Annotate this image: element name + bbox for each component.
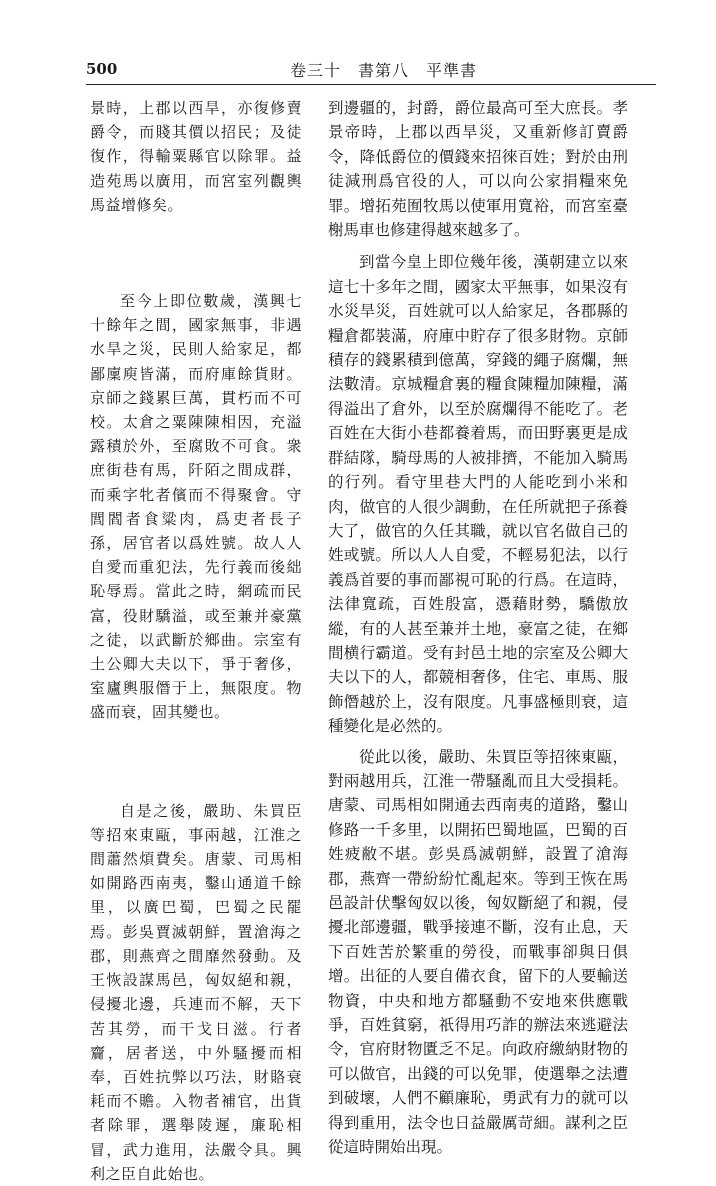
classical-paragraph-3: 自是之後，嚴助、朱買臣等招來東甌，事兩越，江淮之間蕭然煩費矣。唐蒙、司馬相如開路西南夷，鑿山通道千餘里，以廣巴蜀，巴蜀之民罷焉。彭吳賈滅朝鮮，置滄海之郡，則燕齊之間靡然發動。及王恢設謀馬邑，匈奴絕和親，侵擾北邊，兵連而不解，天下苦其勞，而干戈日滋。行者齎，居者送，中外騷擾而相奉，百姓抗弊以巧法，財賂衰耗而不贍。入物者補官，出貨者除罪，選舉陵遲，廉恥相冒，武力進用，法嚴令具。興利之臣自此始也。 bbox=[90, 801, 302, 1183]
page-header bbox=[0, 0, 716, 86]
classical-text-column bbox=[90, 96, 302, 1186]
classical-paragraph-2: 至今上即位數歲，漢興七十餘年之間，國家無事，非遇水旱之災，民則人給家足，都鄙廩庾皆滿，而府庫餘貨財。京師之錢累巨萬，貫朽而不可校。太倉之粟陳陳相因，充溢露積於外，至腐敗不可食。衆庶街巷有馬，阡陌之間成群，而乘字牝者儐而不得聚會。守閭閻者食粱肉，爲吏者長子孫，居官者以爲姓號。故人人自愛而重犯法，先行義而後絀恥辱焉。當此之時，網疏而民富，役財驕溢，或至兼并豪黨之徒，以武斷於鄉曲。宗室有土公卿大夫以下，爭于奢侈，室廬輿服僭于上，無限度。物盛而衰，固其變也。 bbox=[90, 292, 302, 722]
translation-paragraph-1: 到邊疆的，封爵，爵位最高可至大庶長。孝景帝時，上郡以西旱災，又重新修訂賣爵令，降低爵位的價錢來招徠百姓；對於由刑徒減刑爲官役的人，可以向公家捐糧來免罪。增拓苑囿牧馬以使軍用寬裕，而宮室臺榭馬車也修建得越來越多了。 bbox=[328, 99, 628, 240]
running-head: 卷三十 書第八 平準書 bbox=[290, 61, 478, 80]
translation-paragraph-2: 到當今皇上即位幾年後，漢朝建立以來這七十多年之間，國家太平無事，如果沒有水災旱災，百姓就可以人給家足，各郡縣的糧倉都裝滿，府庫中貯存了很多財物。京師積存的錢累積到億萬，穿錢的繩子腐爛，無法數清。京城糧倉裏的糧食陳糧加陳糧，滿得溢出了倉外，以至於腐爛得不能吃了。老百姓在大街小巷都養着馬，而田野裏更是成群結隊，騎母馬的人被排擠，不能加入騎馬的行列。看守里巷大門的人能吃到小米和肉，做官的人很少調動，在任所就把子孫養大了，做官的久任其職，就以官名做自己的姓或號。所以人人自愛，不輕易犯法，以行義爲首要的事而鄙視可恥的行爲。在這時，法律寬疏，百姓殷富，憑藉財勢，驕傲放縱，有的人甚至兼并土地，豪富之徒，在鄉間横行霸道。受有封邑土地的宗室及公卿大夫以下的人，都競相奢侈，住宅、車馬、服飾僭越於上，沒有限度。凡事盛極則衰，這種變化是必然的。 bbox=[328, 253, 628, 736]
page-number: 500 bbox=[86, 60, 118, 78]
translation-paragraph-3: 從此以後，嚴助、朱買臣等招徠東甌，對兩越用兵，江淮一帶騷亂而且大受損耗。唐蒙、司馬相如開通去西南夷的道路，鑿山修路一千多里，以開拓巴蜀地區，巴蜀的百姓疲敝不堪。彭吳爲滅朝鮮，設置了滄海郡，燕齊一帶紛紛忙亂起來。等到王恢在馬邑設計伏擊匈奴以後，匈奴斷絕了和親，侵擾北部邊疆，戰爭接連不斷，沒有止息，天下百姓苦於繁重的勞役，而戰事卻與日俱增。出征的人要自備衣食，留下的人要輸送物資，中央和地方都騷動不安地來供應戰爭，百姓貧窮，祇得用巧詐的辦法來逃避法令，官府財物匱乏不足。向政府繳納財物的可以做官，出錢的可以免罪，使選舉之法遭到破壞，人們不顧廉恥，勇武有力的就可以得到重用，法令也日益嚴厲苛細。謀利之臣從這時開始出現。 bbox=[328, 747, 628, 1157]
classical-paragraph-1: 景時，上郡以西旱，亦復修賣爵令，而賤其價以招民；及徒復作，得輸粟縣官以除罪。益造苑馬以廣用，而宮室列觀輿馬益增修矣。 bbox=[90, 99, 302, 214]
header-rule bbox=[86, 84, 656, 85]
